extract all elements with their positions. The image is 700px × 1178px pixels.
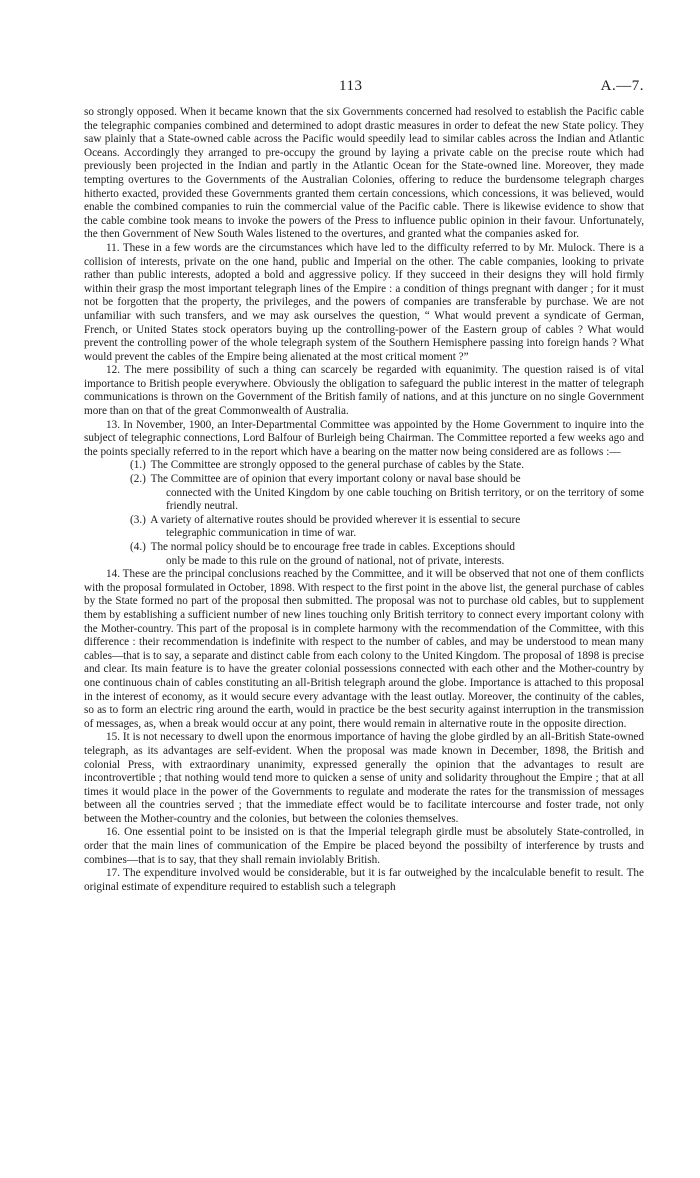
list-item-text: The normal policy should be to encourage free trade in cables. Exceptions should xyxy=(150,541,516,553)
paragraph-14: 14. These are the principal conclusions reached by the Committee, and it will be observed that not one of them conflicts with the proposal formulated in October, 1898. With respect to the first point in the above list, the general purchase of cables by the State formed no part of the proposal then submitted. The proposal was not to purchase old cables, but to supplement them by establishing a sufficient number of new lines touching only British territory to connect every important colony with the Mother-country. This part of the proposal is in complete harmony with the recommendation of the Committee, with this difference : their recommendation is indefinite with respect to the number of cables, and may be understood to mean many cables—that is to say, a separate and distinct cable from each colony to the United Kingdom. The proposal of 1898 is precise and clear. Its main feature is to have the greater colonial possessions connected with each other and the Mother-country by one continuous chain of cables constituting an all-British telegraph around the globe. Importance is attached to this proposal in the interest of economy, as it would secure every advantage with the least outlay. Moreover, the continuity of the cables, so as to form an electric ring around the earth, would in practice be the best security against interruption in the transmission of messages, as, when a break would occur at any point, there would remain in alternative route in the opposite direction. xyxy=(84,568,644,730)
page-header xyxy=(84,78,644,106)
committee-points-list xyxy=(84,459,644,568)
list-item-number: (1.) xyxy=(130,459,146,472)
list-item-continuation: connected with the United Kingdom by one cable touching on British territory, or on the territory of some friendly neutral. xyxy=(166,486,644,513)
list-item-number: (4.) xyxy=(130,541,146,553)
paragraph-11: 11. These in a few words are the circumstances which have led to the difficulty referred to by Mr. Mulock. There is a collision of interests, private on the one hand, public and Imperial on the other. The cable companies, looking to private rather than public interests, adopted a bold and aggressive policy. If they succeed in their designs they will hold firmly within their grasp the most important telegraph lines of the Empire : a condition of things pregnant with danger ; for it must not be forgotten that the property, the privileges, and the powers of companies are transferable by purchase. We are not unfamiliar with such transfers, and we may ask ourselves the question, “ What would prevent a syndicate of German, French, or United States stock operators buying up the controlling-power of the Eastern group of cables ? What would prevent the controlling power of the whole telegraph system of the Southern Hemisphere passing into foreign hands ? What would prevent the cables of the Empire being alienated at the most critical moment ?” xyxy=(84,241,644,363)
paragraph-15: 15. It is not necessary to dwell upon the enormous importance of having the globe girdled by an all-British State-owned telegraph, as its advantages are self-evident. When the proposal was made known in December, 1898, the British and colonial Press, with extraordinary unanimity, expressed generally the opinion that the advantages to result are incontrovertible ; that nothing would tend more to quicken a sense of unity and solidarity throughout the Empire ; that at all times it would place in the power of the Governments to regulate and moderate the rates for the transmission of messages between all the countries served ; that the immediate effect would be to facilitate intercourse and foster trade, not only between the Mother-country and the colonies, but between the colonies themselves. xyxy=(84,731,644,825)
list-item-text: The Committee are strongly opposed to the general purchase of cables by the State. xyxy=(150,459,525,472)
series-number: A.—7. xyxy=(600,78,644,94)
page-number: 113 xyxy=(339,78,363,94)
paragraph-16: 16. One essential point to be insisted on is that the Imperial telegraph girdle must be absolutely State-controlled, in order that the main lines of communication of the Empire be placed beyond the possibilty of interference by trusts and combines—that is to say, that they shall remain inviolably British. xyxy=(84,826,644,866)
list-item-continuation: telegraphic communication in time of war. xyxy=(166,527,357,540)
list-item-continuation: only be made to this rule on the ground of national, not of private, interests. xyxy=(166,554,505,567)
list-item-number: (2.) xyxy=(130,473,146,486)
list-item-number: (3.) xyxy=(130,513,146,526)
list-item-text: The Committee are of opinion that every important colony or naval base should be xyxy=(150,473,521,486)
list-item xyxy=(84,514,644,541)
list-item xyxy=(84,473,644,514)
list-item xyxy=(84,459,644,473)
paragraph-continuation: so strongly opposed. When it became known that the six Governments concerned had resolved to establish the Pacific cable the telegraphic companies combined and determined to adopt drastic measures in order to defeat the new State policy. They saw plainly that a State-owned cable across the Pacific would speedily lead to similar cables across the Indian and Atlantic Oceans. Accordingly they arranged to pre-occupy the ground by laying a private cable on the precise route which had previously been projected in the Indian and partly in the Atlantic Ocean for the State-owned line. Moreover, they made tempting overtures to the Governments of the Australian Colonies, offering to reduce the burdensome telegraph charges hitherto exacted, provided these Governments granted them certain concessions, which concessions, it was believed, would enable the combined companies to ruin the commercial value of the Pacific cable. There is likewise evidence to show that the cable combine took means to invoke the powers of the Press to influence public opinion in their favour. Unfortunately, the then Government of New South Wales listened to the overtures, and granted what the companies asked for. xyxy=(84,106,644,241)
list-item-text: A variety of alternative routes should be provided wherever it is essential to secure xyxy=(150,513,521,526)
paragraph-13: 13. In November, 1900, an Inter-Departmental Committee was appointed by the Home Government to inquire into the subject of telegraphic connections, Lord Balfour of Burleigh being Chairman. The Committee reported a few weeks ago and the points specially referred to in the report which have a bearing on the matter now being considered are as follows :— xyxy=(84,418,644,458)
paragraph-12: 12. The mere possibility of such a thing can scarcely be regarded with equanimity. The question raised is of vital importance to British people everywhere. Obviously the obligation to safeguard the public interest in the matter of telegraph communications is thrown on the Government of the British family of nations, and at this juncture on no single Government more than on that of the great Commonwealth of Australia. xyxy=(84,364,644,418)
list-item xyxy=(84,541,644,568)
paragraph-17: 17. The expenditure involved would be considerable, but it is far outweighed by the incalculable benefit to result. The original estimate of expenditure required to establish such a telegraph xyxy=(84,867,644,893)
document-body xyxy=(84,106,644,894)
